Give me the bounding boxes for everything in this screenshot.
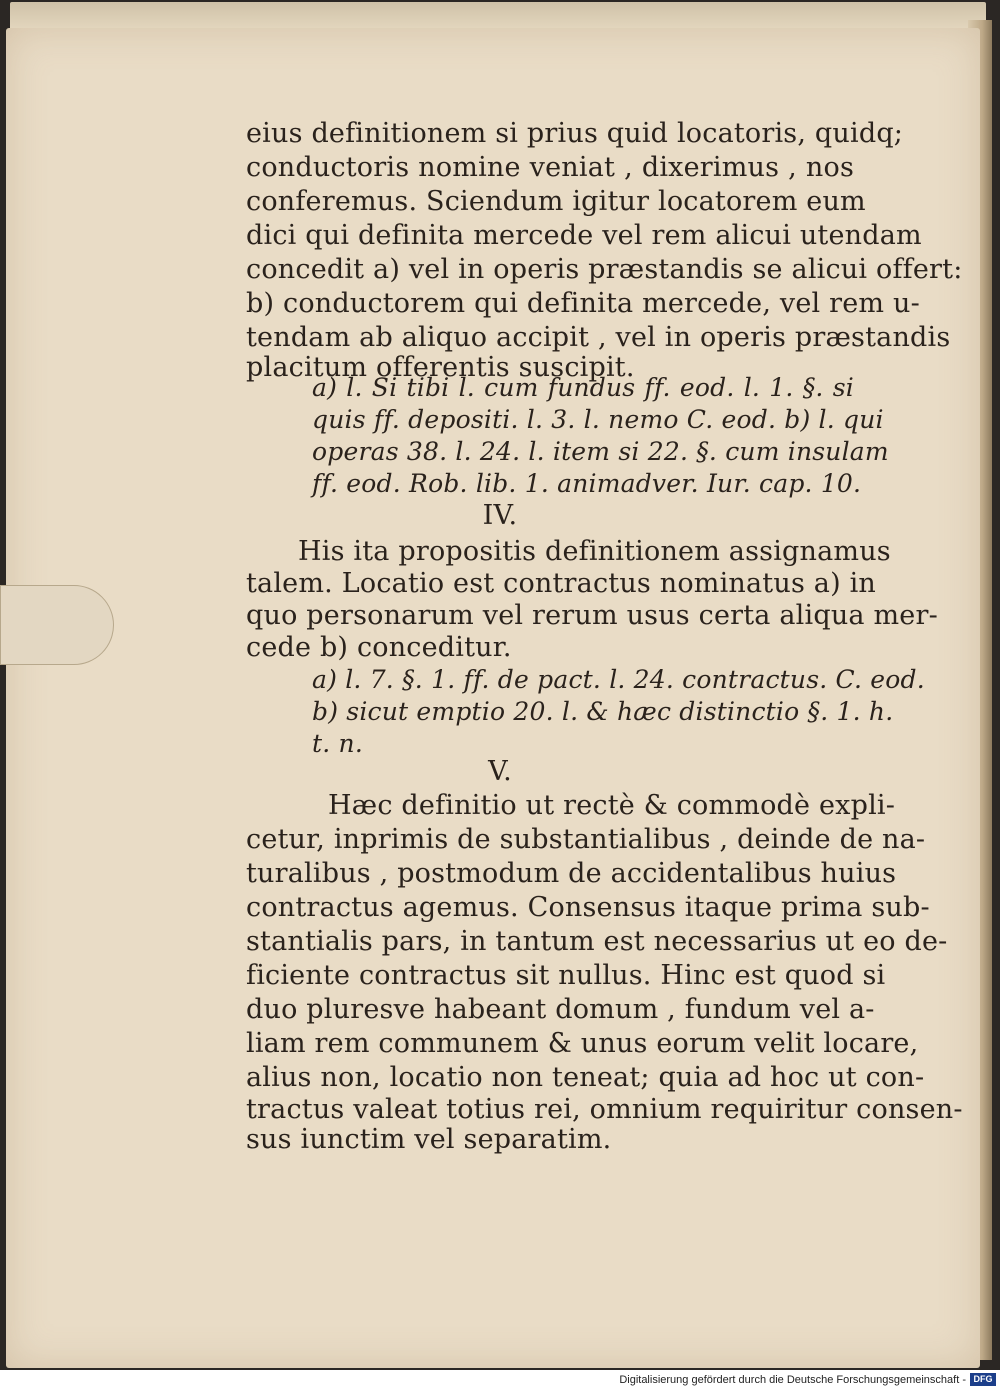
text-line: stantialis pars, in tantum est necessarius ut eo de- [246, 926, 948, 957]
text-line: eius definitionem si prius quid locatoris, quidq; [246, 118, 904, 149]
footnote-line: operas 38. l. 24. l. item si 22. §. cum insulam [312, 437, 889, 466]
footnote-line: ff. eod. Rob. lib. 1. animadver. Iur. cap. 10. [312, 469, 862, 498]
footnote-line: t. n. [312, 729, 363, 758]
text-line: tractus valeat totius rei, omnium requiritur consen- [246, 1094, 963, 1125]
dfg-logo: DFG [970, 1373, 996, 1386]
text-line: b) conductorem qui definita mercede, vel rem u- [246, 288, 920, 319]
page-tab-shape [0, 585, 114, 665]
footnote-line: b) sicut emptio 20. l. & hæc distinctio §. 1. h. [312, 697, 894, 726]
footnote-line: a) l. 7. §. 1. ff. de pact. l. 24. contractus. C. eod. [312, 665, 925, 694]
text-line: duo pluresve habeant domum , fundum vel a- [246, 994, 875, 1025]
text-line: quo personarum vel rerum usus certa aliqua mer- [246, 600, 938, 631]
text-line: contractus agemus. Consensus itaque prima sub- [246, 892, 930, 923]
text-line: cetur, inprimis de substantialibus , deinde de na- [246, 824, 926, 855]
text-line: dici qui definita mercede vel rem alicui utendam [246, 220, 922, 251]
section-heading: V. [488, 756, 512, 787]
text-line: liam rem communem & unus eorum velit locare, [246, 1028, 919, 1059]
text-line: Hæc definitio ut rectè & commodè expli- [328, 790, 896, 821]
text-line: placitum offerentis suscipit. [246, 352, 635, 383]
footnote-line: a) l. Si tibi l. cum fundus ff. eod. l. 1. §. si [312, 373, 854, 402]
text-line: conductoris nomine veniat , dixerimus , nos [246, 152, 854, 183]
section-heading: IV. [482, 500, 518, 531]
text-line: turalibus , postmodum de accidentalibus huius [246, 858, 897, 889]
text-line: His ita propositis definitionem assignamus [298, 536, 891, 567]
text-line: tendam ab aliquo accipit , vel in operis præstandis [246, 322, 951, 353]
text-line: talem. Locatio est contractus nominatus a) in [246, 568, 877, 599]
text-line: sus iunctim vel separatim. [246, 1124, 612, 1155]
footnote-line: quis ff. depositi. l. 3. l. nemo C. eod. b) l. qui [312, 405, 884, 434]
text-line: concedit a) vel in operis præstandis se alicui offert: [246, 254, 963, 285]
text-line: ficiente contractus sit nullus. Hinc est quod si [246, 960, 886, 991]
digitization-credit: Digitalisierung gefördert durch die Deutsche Forschungsgemeinschaft - [619, 1374, 966, 1386]
text-line: conferemus. Sciendum igitur locatorem eum [246, 186, 866, 217]
text-line: cede b) conceditur. [246, 632, 512, 663]
text-line: alius non, locatio non teneat; quia ad hoc ut con- [246, 1062, 925, 1093]
